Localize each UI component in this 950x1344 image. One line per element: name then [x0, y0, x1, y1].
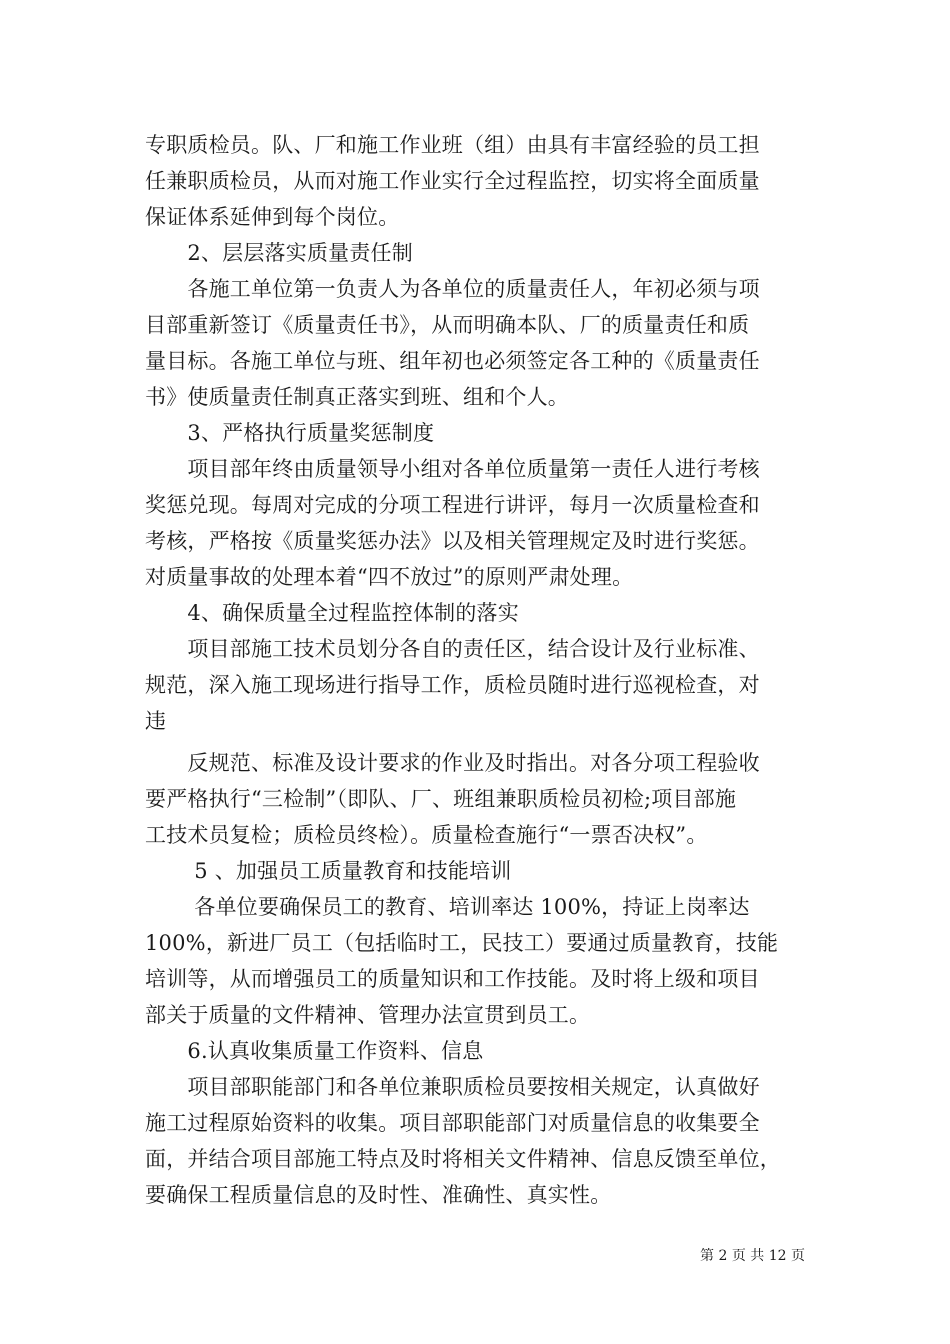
text-line: 各施工单位第一负责人为各单位的质量责任人，年初必须与项: [145, 277, 760, 301]
section-heading: 2、层层落实质量责任制: [145, 241, 413, 265]
text-line: 对质量事故的处理本着“四不放过”的原则严肃处理。: [145, 565, 634, 589]
text-line: 规范，深入施工现场进行指导工作，质检员随时进行巡视检查，对: [145, 673, 760, 697]
text-line: 目部重新签订《质量责任书》，从而明确本队、厂的质量责任和质: [145, 313, 750, 337]
text-line: 保证体系延伸到每个岗位。: [145, 205, 400, 229]
page-number: 第 2 页 共 12 页: [700, 1248, 805, 1264]
text-line: 各单位要确保员工的教育、培训率达 100%，持证上岗率达: [145, 895, 750, 919]
text-line: 面，并结合项目部施工特点及时将相关文件精神、信息反馈至单位，: [145, 1147, 781, 1171]
text-line: 反规范、标准及设计要求的作业及时指出。对各分项工程验收: [145, 751, 760, 775]
text-line: 专职质检员。队、厂和施工作业班（组）由具有丰富经验的员工担: [145, 133, 760, 157]
section-heading: 5 、加强员工质量教育和技能培训: [145, 859, 512, 883]
text-line: 100%，新进厂员工（包括临时工，民技工）要通过质量教育，技能: [145, 931, 779, 955]
text-line: 书》使质量责任制真正落实到班、组和个人。: [145, 385, 569, 409]
section-heading: 6.认真收集质量工作资料、信息: [145, 1039, 484, 1063]
text-line: 奖惩兑现。每周对完成的分项工程进行讲评，每月一次质量检查和: [145, 493, 760, 517]
text-line: 培训等，从而增强员工的质量知识和工作技能。及时将上级和项目: [145, 967, 760, 991]
text-line: 量目标。各施工单位与班、组年初也必须签定各工种的《质量责任: [145, 349, 760, 373]
text-line: 要确保工程质量信息的及时性、准确性、真实性。: [145, 1183, 612, 1207]
text-line: 部关于质量的文件精神、管理办法宣贯到员工。: [145, 1003, 591, 1027]
text-line: 工技术员复检；质检员终检）。质量检查施行“一票否决权”。: [145, 823, 708, 847]
section-heading: 4、确保质量全过程监控体制的落实: [145, 601, 519, 625]
text-line: 考核，严格按《质量奖惩办法》以及相关管理规定及时进行奖惩。: [145, 529, 760, 553]
text-line: 要严格执行“三检制”（即队、厂、班组兼职质检员初检;项目部施: [145, 787, 737, 811]
text-line: 项目部职能部门和各单位兼职质检员要按相关规定，认真做好: [145, 1075, 760, 1099]
text-line: 违: [145, 709, 167, 733]
text-line: 项目部年终由质量领导小组对各单位质量第一责任人进行考核: [145, 457, 760, 481]
section-heading: 3、严格执行质量奖惩制度: [145, 421, 435, 445]
text-line: 施工过程原始资料的收集。项目部职能部门对质量信息的收集要全: [145, 1111, 760, 1135]
text-line: 项目部施工技术员划分各自的责任区，结合设计及行业标准、: [145, 637, 760, 661]
text-line: 任兼职质检员，从而对施工作业实行全过程监控，切实将全面质量: [145, 169, 760, 193]
